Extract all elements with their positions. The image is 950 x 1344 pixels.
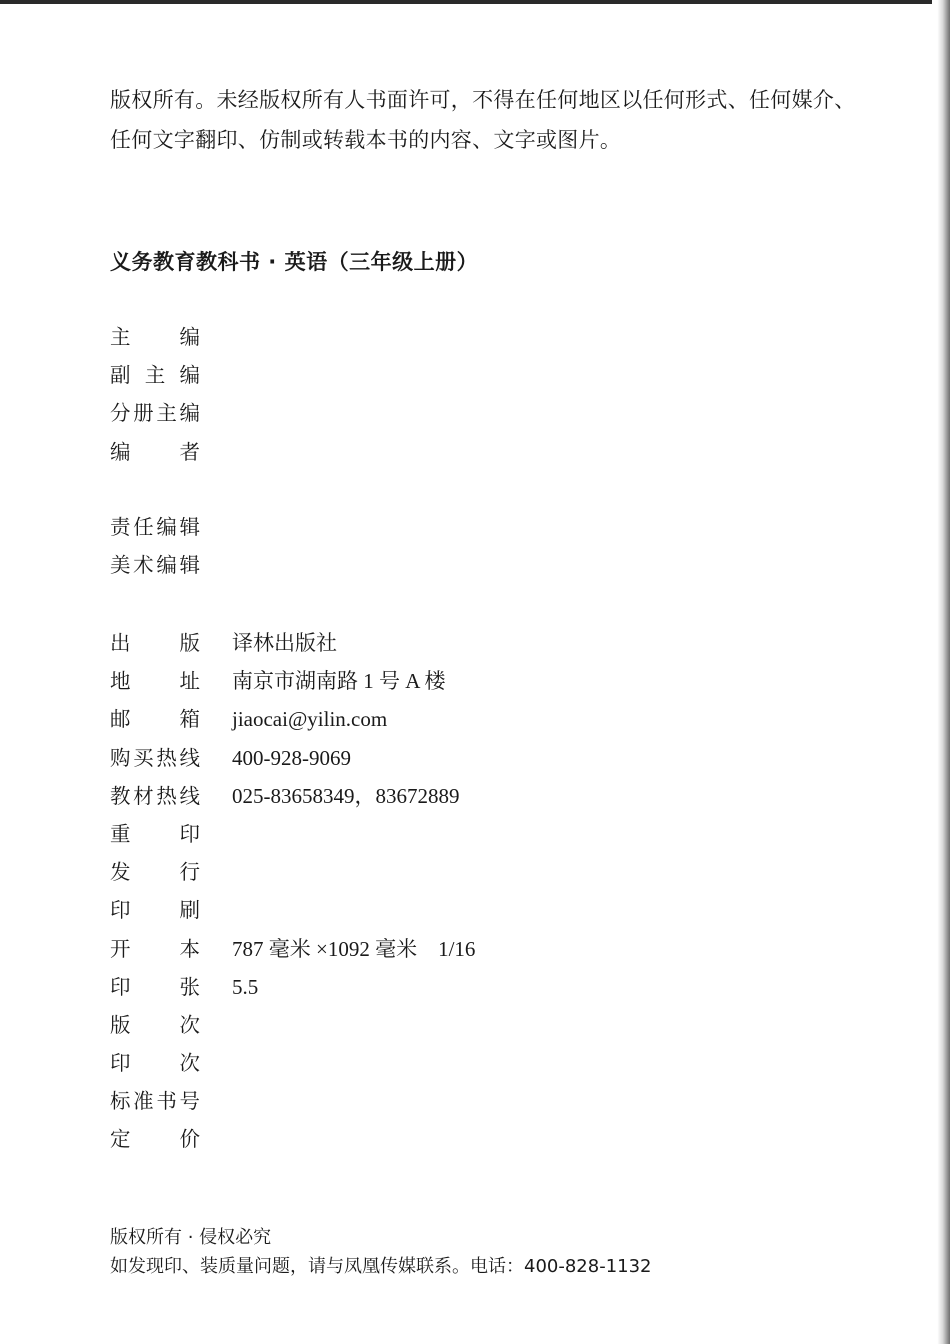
field-label: 编者 [110,439,200,464]
footer-contact-line: 如发现印、装质量问题，请与凤凰传媒联系。电话：400-828-1132 [110,1256,652,1277]
copyright-notice-line-1: 版权所有。未经版权所有人书面许可，不得在任何地区以任何形式、任何媒介、 [110,88,856,112]
field-label: 印次 [110,1051,200,1076]
field-row-deputy-chief-editor [110,356,200,394]
field-value: 400-928-9069 [232,745,351,770]
field-value: 译林出版社 [232,631,337,655]
field-row-printing [110,891,200,929]
field-label: 开本 [110,936,200,961]
field-row-impression [110,1044,200,1082]
copyright-notice-line-2: 任何文字翻印、仿制或转载本书的内容、文字或图片。 [110,128,622,152]
field-label: 邮箱 [110,707,200,732]
field-row-chief-editor [110,318,200,356]
field-value: 787 毫米 ×1092 毫米 1/16 [232,936,476,961]
footer-notice [110,1223,652,1281]
field-row-volume-chief-editor [110,394,200,432]
page-right-edge [932,0,950,1344]
field-label: 版次 [110,1012,200,1037]
field-row-isbn [110,1082,200,1120]
field-label: 定价 [110,1127,200,1152]
copyright-notice [110,80,900,160]
field-value: 5.5 [232,974,259,999]
field-label: 重印 [110,821,200,846]
footer-rights-line: 版权所有 · 侵权必究 [110,1227,272,1248]
field-label: 出版 [110,631,200,655]
field-row-edition [110,1006,200,1044]
field-row-distribution [110,853,200,891]
field-row-textbook-hotline [110,777,460,815]
field-label: 印张 [110,974,200,999]
field-value: 南京市湖南路 1 号 A 楼 [232,669,446,694]
book-title: 义务教育教科书 · 英语（三年级上册） [110,250,479,274]
field-label: 副主编 [110,363,200,388]
field-label: 教材热线 [110,783,200,808]
field-label: 主编 [110,325,200,349]
page-top-edge [0,0,950,4]
field-row-purchase-hotline [110,739,351,777]
field-label: 分册主编 [110,401,200,426]
field-label: 发行 [110,860,200,885]
field-row-price [110,1120,200,1158]
field-label: 美术编辑 [110,553,200,578]
field-row-printed-sheets [110,968,259,1006]
field-value: 025-83658349，83672889 [232,783,460,808]
publication-section [110,624,476,1159]
field-row-format [110,930,476,968]
field-row-address [110,662,446,700]
field-label: 标准书号 [110,1089,200,1114]
field-label: 地址 [110,669,200,694]
editors-section [110,318,200,471]
field-row-reprint [110,815,200,853]
field-row-responsible-editor [110,508,200,546]
field-row-email [110,700,388,738]
art-editors-section [110,508,200,584]
field-row-art-editor [110,546,200,584]
field-label: 印刷 [110,898,200,923]
field-row-authors [110,433,200,471]
field-label: 购买热线 [110,745,200,770]
field-label: 责任编辑 [110,515,200,539]
field-value: jiaocai@yilin.com [232,707,388,732]
field-row-publisher [110,624,337,662]
